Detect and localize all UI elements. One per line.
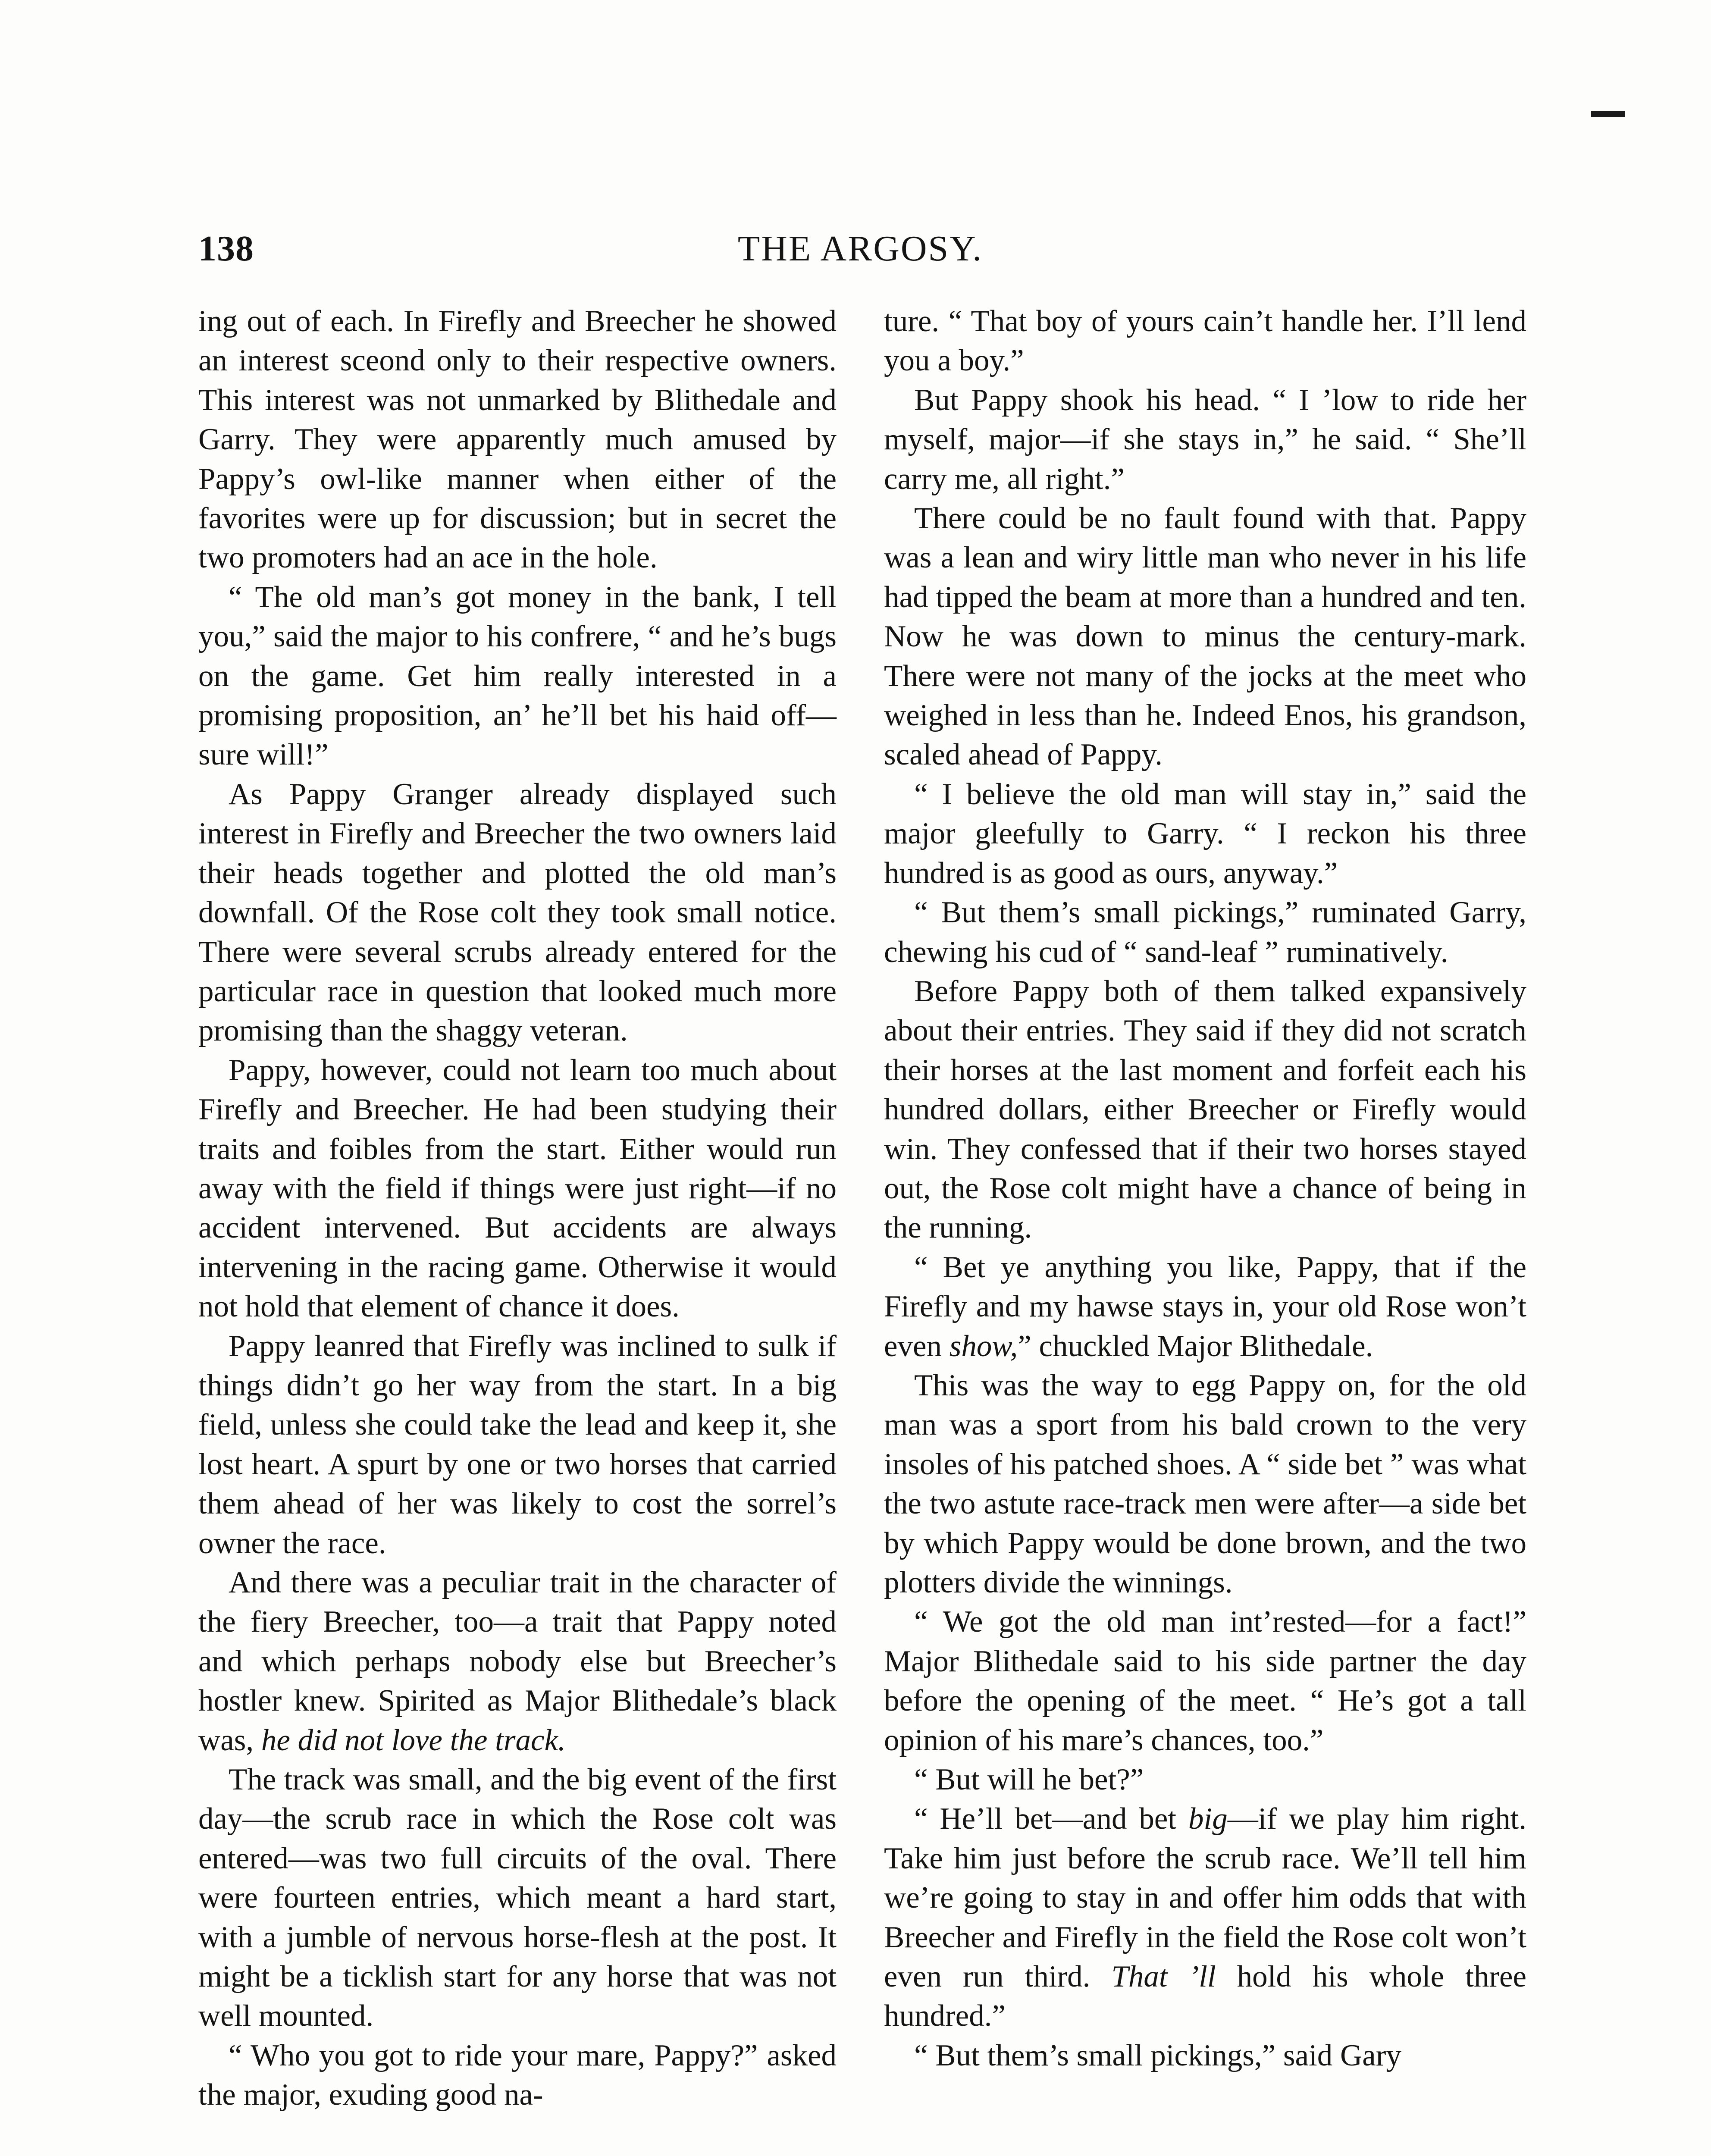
paragraph: “ We got the old man int’rested—for a fact!” Major Blithedale said to his side partner the day before the opening of the meet. “ He’s got a tall opinion of his mare’s chances, too.”: [884, 1605, 1526, 1757]
paragraph-text: —if we play him right. Take him just before the scrub race. We’ll tell him we’re going to stay in and offer him odds that with Breecher and Firefly in the field the Rose colt won’t even run third.: [884, 1802, 1526, 1994]
emphasis-text: he did not love the track.: [261, 1723, 566, 1757]
paragraph-text: And there was a peculiar trait in the character of the fiery Breecher, too—a trait that Pappy noted and which perhaps nobody else but Breecher’s hostler knew. Spirited as Major Blithedale’s black was,: [198, 1566, 837, 1757]
paragraph: ture. “ That boy of yours cain’t handle her. I’ll lend you a boy.”: [884, 304, 1526, 378]
paragraph: “ But will he bet?”: [914, 1763, 1144, 1797]
left-column: [198, 302, 837, 2115]
page-header: [198, 228, 1522, 275]
paragraph: “ But them’s small pickings,” said Gary: [914, 2038, 1401, 2072]
right-column: [884, 302, 1526, 2075]
emphasis-text: show,: [949, 1329, 1018, 1363]
paragraph: The track was small, and the big event of the first day—the scrub race in which the Rose colt was entered—was two full circuits of the oval. There were fourteen entries, which meant a hard start, with a jumble of nervous horse-flesh at the post. It might be a ticklish start for any horse that was not well mounted.: [198, 1763, 837, 2033]
page-number: 138: [198, 229, 254, 269]
paragraph: [884, 1799, 1526, 2036]
paragraph: There could be no fault found with that. Pappy was a lean and wiry little man who never in his life had tipped the beam at more than a hundred and ten. Now he was down to minus the century-mark. There were not many of the jocks at the meet who weighed in less than he. Indeed Enos, his grandson, scaled ahead of Pappy.: [884, 501, 1526, 772]
paragraph: “ The old man’s got money in the bank, I tell you,” said the major to his confrere, “ and he’s bugs on the game. Get him really interested in a promising proposition, an’ he’ll bet his haid off—sure will!”: [198, 580, 837, 772]
paragraph: This was the way to egg Pappy on, for the old man was a sport from his bald crown to the very insoles of his patched shoes. A “ side bet ” was what the two astute race-track men were after—a side bet by which Pappy would be done brown, and the two plotters divide the winnings.: [884, 1368, 1526, 1599]
paragraph: “ Who you got to ride your mare, Pappy?” asked the major, exuding good na-: [198, 2038, 837, 2112]
paragraph-text: “ Bet ye anything you like, Pappy, that if the Firefly and my hawse stays in, your old Rose won’t even: [884, 1250, 1526, 1363]
paragraph-text: “ He’ll bet—and bet: [914, 1802, 1188, 1836]
paragraph: [884, 1248, 1526, 1366]
top-dash-mark: [1591, 111, 1625, 117]
paragraph: As Pappy Granger already displayed such interest in Firefly and Breecher the two owners laid their heads together and plotted the old man’s downfall. Of the Rose colt they took small notice. There were several scrubs already entered for the particular race in question that looked much more promising than the shaggy veteran.: [198, 777, 837, 1048]
paragraph: Before Pappy both of them talked expansively about their entries. They said if they did not scratch their horses at the last moment and forfeit each his hundred dollars, either Breecher or Firefly would win. They confessed that if their two horses stayed out, the Rose colt might have a chance of being in the running.: [884, 974, 1526, 1245]
emphasis-text: big: [1188, 1802, 1228, 1836]
paragraph: “ But them’s small pickings,” ruminated Garry, chewing his cud of “ sand-leaf ” ruminatively.: [884, 896, 1526, 969]
paragraph: “ I believe the old man will stay in,” said the major gleefully to Garry. “ I reckon his three hundred is as good as ours, anyway.”: [884, 777, 1526, 890]
paragraph: [198, 1563, 837, 1760]
paragraph-text: ” chuckled Major Blithedale.: [1018, 1329, 1373, 1363]
paragraph: Pappy leanred that Firefly was inclined to sulk if things didn’t go her way from the start. In a big field, unless she could take the lead and keep it, she lost heart. A spurt by one or two horses that carried them ahead of her was likely to cost the sorrel’s owner the race.: [198, 1329, 837, 1560]
emphasis-text: That ’ll: [1111, 1960, 1216, 1994]
paragraph-text: hold his whole three hundred.”: [884, 1960, 1527, 2033]
running-head: THE ARGOSY.: [737, 229, 983, 269]
paragraph: ing out of each. In Firefly and Breecher he showed an interest sceond only to their respective owners. This interest was not unmarked by Blithedale and Garry. They were apparently much amused by Pappy’s owl-like manner when either of the favorites were up for discussion; but in secret the two promoters had an ace in the hole.: [198, 304, 837, 575]
paragraph: Pappy, however, could not learn too much about Firefly and Breecher. He had been studying their traits and foibles from the start. Either would run away with the field if things were just right—if no accident intervened. But accidents are always intervening in the racing game. Otherwise it would not hold that element of chance it does.: [198, 1053, 837, 1324]
paragraph: But Pappy shook his head. “ I ’low to ride her myself, major—if she stays in,” he said. “ She’ll carry me, all right.”: [884, 383, 1526, 496]
